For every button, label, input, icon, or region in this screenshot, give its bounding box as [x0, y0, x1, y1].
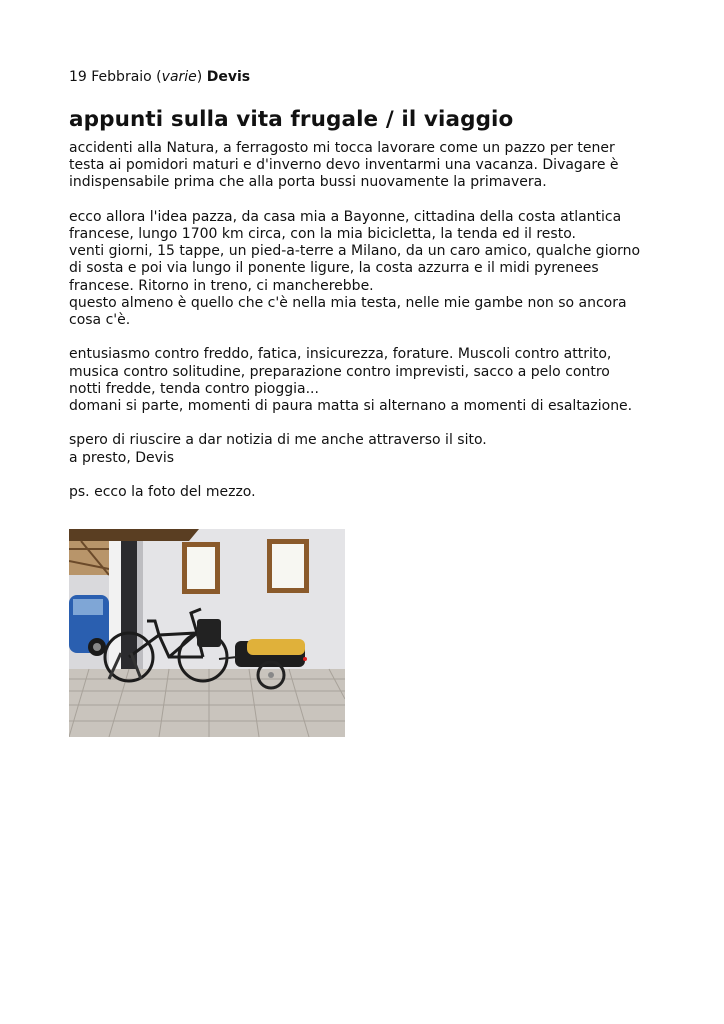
text-line: domani si parte, momenti di paura matta si alternano a momenti di esaltazione. — [69, 398, 633, 415]
text-line: cosa c'è. — [69, 312, 131, 329]
text-line: ecco allora l'idea pazza, da casa mia a Bayonne, cittadina della costa atlantica — [69, 208, 622, 225]
text-line: accidenti alla Natura, a ferragosto mi tocca lavorare come un pazzo per tener — [69, 140, 615, 156]
text-line: a presto, Devis — [69, 449, 175, 466]
paragraph — [69, 432, 669, 466]
paragraph — [69, 346, 669, 415]
paragraph — [69, 209, 669, 329]
text-line: venti giorni, 15 tappe, un pied-a-terre a Milano, da un caro amico, qualche giorno — [69, 243, 641, 260]
paragraph — [69, 140, 669, 192]
paragraph — [69, 484, 669, 501]
text-line: di sosta e poi via lungo il ponente ligure, la costa azzurra e il midi pyrenees — [69, 260, 599, 277]
text-line: notti fredde, tenda contro pioggia... — [69, 380, 319, 397]
post-title: appunti sulla vita frugale / il viaggio — [69, 107, 514, 132]
text-line: spero di riuscire a dar notizia di me anche attraverso il sito. — [69, 432, 487, 449]
text-line: indispensabile prima che alla porta bussi nuovamente la primavera. — [69, 174, 547, 191]
text-line: questo almeno è quello che c'è nella mia testa, nelle mie gambe non so ancora — [69, 294, 627, 311]
bicycle-photo[interactable] — [69, 529, 345, 737]
text-line: entusiasmo contro freddo, fatica, insicurezza, forature. Muscoli contro attrito, — [69, 346, 612, 363]
post-category[interactable]: varie — [161, 69, 197, 85]
bicycle-photo-image — [69, 529, 345, 737]
text-line: musica contro solitudine, preparazione contro imprevisti, sacco a pelo contro — [69, 363, 610, 380]
post-meta: 19 Febbraio (varie) Devis — [69, 69, 251, 85]
post-author: Devis — [206, 69, 251, 85]
post-date: 19 Febbraio — [69, 69, 152, 85]
post-body — [69, 140, 669, 518]
text-line: testa ai pomidori maturi e d'inverno devo inventarmi una vacanza. Divagare è — [69, 157, 619, 174]
text-line: ps. ecco la foto del mezzo. — [69, 484, 256, 500]
text-line: francese. Ritorno in treno, ci mancherebbe. — [69, 277, 374, 294]
text-line: francese, lungo 1700 km circa, con la mia bicicletta, la tenda ed il resto. — [69, 226, 576, 242]
